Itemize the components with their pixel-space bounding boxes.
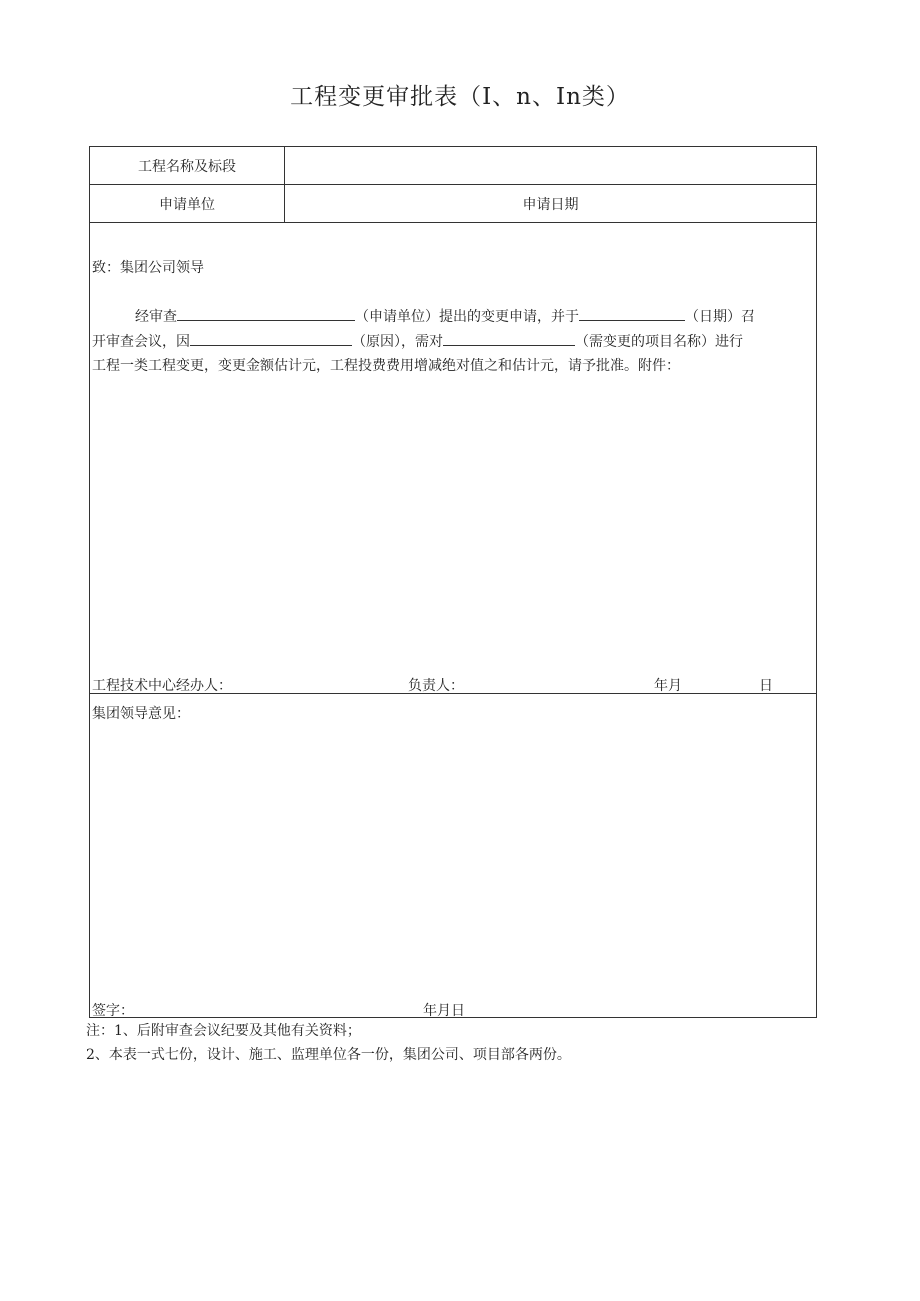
signature-date: 年月日 [423, 1003, 465, 1019]
note-1: 注：1、后附审查会议纪要及其他有关资料； [86, 1023, 361, 1039]
applicant-row [90, 185, 817, 223]
change-item-blank[interactable] [443, 330, 575, 346]
body-line-1-b: （申请单位）提出的变更申请，并于 [355, 309, 579, 325]
body-line-2-b: （原因），需对 [352, 334, 443, 350]
meeting-date-blank[interactable] [579, 305, 685, 321]
handler-date-ym: 年月 [654, 678, 682, 694]
apply-date-label: 申请日期 [285, 185, 817, 223]
applicant-label: 申请单位 [90, 185, 285, 223]
body-line-2-c: （需变更的项目名称）进行 [575, 334, 743, 350]
page-title: 工程变更审批表（I、n、In类） [290, 84, 630, 110]
handler-label: 工程技术中心经办人： [92, 678, 232, 694]
project-name-label: 工程名称及标段 [90, 147, 285, 185]
leader-opinion-cell [90, 694, 817, 1018]
body-line-1 [135, 305, 755, 326]
handler-date-d: 日 [759, 678, 773, 694]
body-line-3: 工程一类工程变更，变更金额估计元，工程投费费用增减绝对值之和估计元，请予批准。附件： [92, 358, 680, 374]
note-2: 2、本表一式七份，设计、施工、监理单位各一份，集团公司、项目部各两份。 [86, 1047, 571, 1063]
salutation: 致：集团公司领导 [92, 260, 204, 276]
body-line-1-a: 经审查 [135, 309, 177, 325]
body-line-2 [92, 330, 743, 351]
project-name-row [90, 147, 817, 185]
leader-opinion-row [90, 694, 817, 1018]
approval-form-table [89, 146, 817, 1018]
request-content-row [90, 223, 817, 694]
signature-label: 签字： [92, 1003, 134, 1019]
request-content-cell [90, 223, 817, 694]
project-name-field[interactable] [285, 147, 817, 185]
responsible-label: 负责人： [408, 678, 464, 694]
leader-opinion-label: 集团领导意见： [92, 706, 190, 722]
applicant-unit-blank[interactable] [177, 305, 355, 321]
body-line-2-a: 开审查会议，因 [92, 334, 190, 350]
body-line-1-c: （日期）召 [685, 309, 755, 325]
reason-blank[interactable] [190, 330, 352, 346]
